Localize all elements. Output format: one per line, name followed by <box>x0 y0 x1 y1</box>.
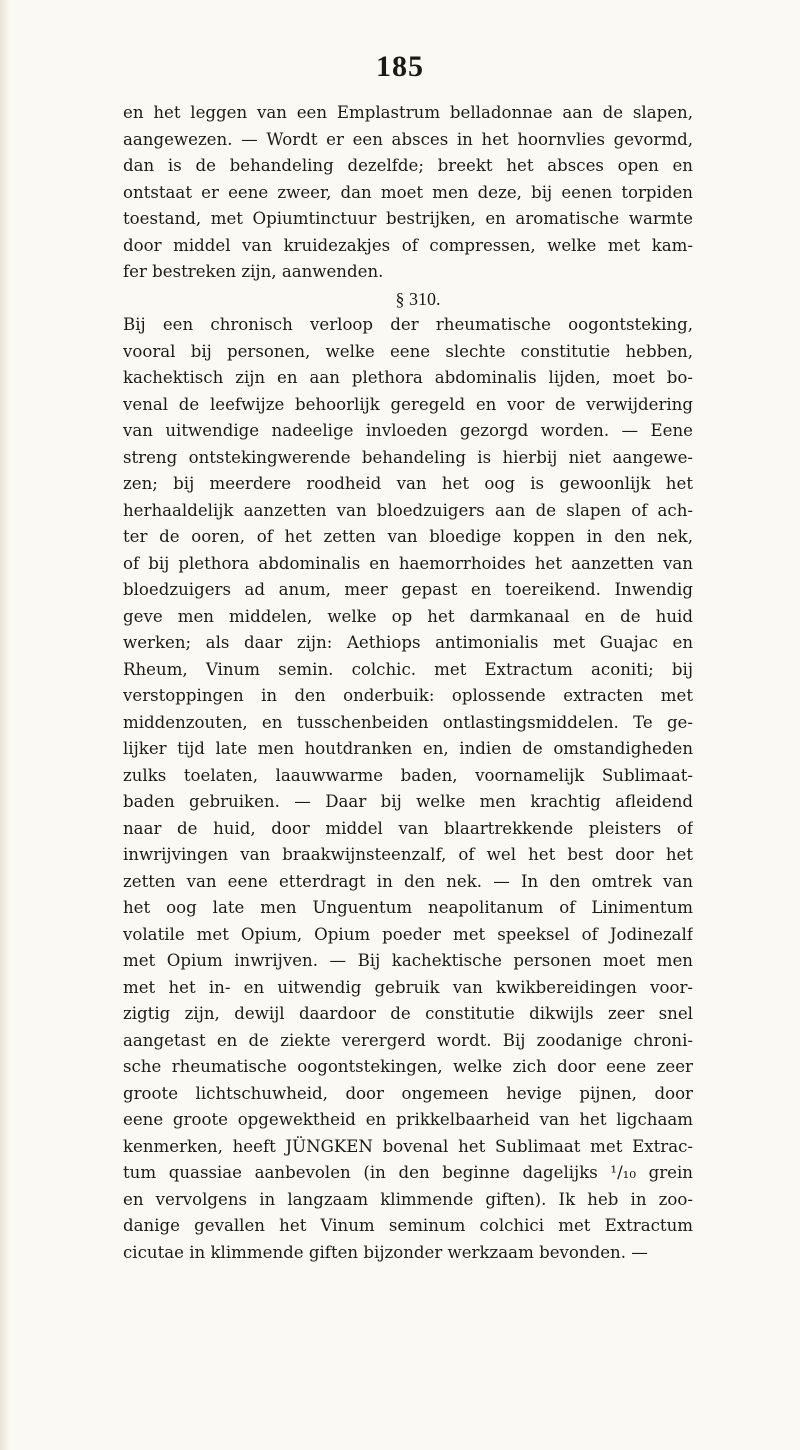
page-number: 185 <box>376 50 424 83</box>
text-line: eene groote opgewektheid en prikkelbaarheid van het ligchaam <box>123 1110 693 1129</box>
text-line: vooral bij personen, welke eene slechte constitutie hebben, <box>123 341 693 361</box>
text-line: streng ontstekingwerende behandeling is hierbij niet aangewe- <box>123 447 693 467</box>
text-line: zetten van eene etterdragt in den nek. — In den omtrek van <box>123 871 693 891</box>
text-line: dan is de behandeling dezelfde; breekt het absces open en <box>123 156 693 175</box>
text-line: en het leggen van een Emplastrum belladonnae aan de slapen, <box>123 103 693 122</box>
text-line: herhaaldelijk aanzetten van bloedzuigers aan de slapen of ach- <box>123 500 693 520</box>
text-line: of bij plethora abdominalis en haemorrhoides het aanzetten van <box>123 553 693 573</box>
text-line: aangetast en de ziekte verergerd wordt. Bij zoodanige chroni- <box>123 1030 693 1050</box>
text-line: danige gevallen het Vinum seminum colchici met Extractum <box>123 1216 693 1235</box>
paragraph-1 <box>123 100 693 286</box>
text-line: met het in- en uitwendig gebruik van kwikbereidingen voor- <box>123 977 693 997</box>
body-text <box>123 100 693 1266</box>
text-line: met Opium inwrijven. — Bij kachektische personen moet men <box>123 951 693 970</box>
text-line: fer bestreken zijn, aanwenden. <box>123 262 384 281</box>
text-line: verstoppingen in den onderbuik: oplossende extracten met <box>123 686 693 705</box>
text-line: aangewezen. — Wordt er een absces in het hoornvlies gevormd, <box>123 129 693 149</box>
text-line: groote lichtschuwheid, door ongemeen hevige pijnen, door <box>123 1083 693 1103</box>
text-line: kenmerken, heeft JÜNGKEN bovenal het Sublimaat met Extrac- <box>123 1136 693 1156</box>
text-line: bloedzuigers ad anum, meer gepast en toereikend. Inwendig <box>123 580 693 599</box>
text-line: sche rheumatische oogontstekingen, welke zich door eene zeer <box>123 1057 693 1076</box>
text-line: ter de ooren, of het zetten van bloedige koppen in den nek, <box>123 527 693 546</box>
text-line: toestand, met Opiumtinctuur bestrijken, en aromatische warmte <box>123 209 693 228</box>
text-line: middenzouten, en tusschenbeiden ontlastingsmiddelen. Te ge- <box>123 712 693 732</box>
page-edge-shadow <box>0 0 10 1450</box>
text-line: en vervolgens in langzaam klimmende giften). Ik heb in zoo- <box>123 1189 693 1209</box>
text-line: geve men middelen, welke op het darmkanaal en de huid <box>123 606 693 626</box>
text-line: van uitwendige nadeelige invloeden gezorgd worden. — Eene <box>123 421 693 440</box>
text-line: cicutae in klimmende giften bijzonder werkzaam bevonden. — <box>123 1242 648 1262</box>
text-line: zulks toelaten, laauwwarme baden, voornamelijk Sublimaat- <box>123 765 693 785</box>
text-line: volatile met Opium, Opium poeder met speeksel of Jodinezalf <box>123 924 693 944</box>
text-line: zigtig zijn, dewijl daardoor de constitutie dikwijls zeer snel <box>123 1004 693 1023</box>
text-line: ontstaat er eene zweer, dan moet men deze, bij eenen torpiden <box>123 182 693 202</box>
text-line: het oog late men Unguentum neapolitanum of Linimentum <box>123 898 693 917</box>
text-line: Bij een chronisch verloop der rheumatische oogontsteking, <box>123 315 693 334</box>
text-line: naar de huid, door middel van blaartrekkende pleisters of <box>123 818 693 838</box>
text-line: Rheum, Vinum semin. colchic. met Extractum aconiti; bij <box>123 659 693 679</box>
text-line: kachektisch zijn en aan plethora abdominalis lijden, moet bo- <box>123 368 693 387</box>
text-line: baden gebruiken. — Daar bij welke men krachtig afleidend <box>123 792 693 811</box>
text-line: werken; als daar zijn: Aethiops antimonialis met Guajac en <box>123 633 693 652</box>
text-line: tum quassiae aanbevolen (in den beginne dagelijks ¹/₁₀ grein <box>123 1163 693 1182</box>
text-line: lijker tijd late men houtdranken en, indien de omstandigheden <box>123 739 693 758</box>
section-heading: § 310. <box>395 288 441 309</box>
paragraph-2 <box>123 312 693 1266</box>
text-line: venal de leefwijze behoorlijk geregeld en voor de verwijdering <box>123 394 693 414</box>
text-line: zen; bij meerdere roodheid van het oog is gewoonlijk het <box>123 474 693 493</box>
text-line: inwrijvingen van braakwijnsteenzalf, of wel het best door het <box>123 845 693 864</box>
text-line: door middel van kruidezakjes of compressen, welke met kam- <box>123 235 693 255</box>
